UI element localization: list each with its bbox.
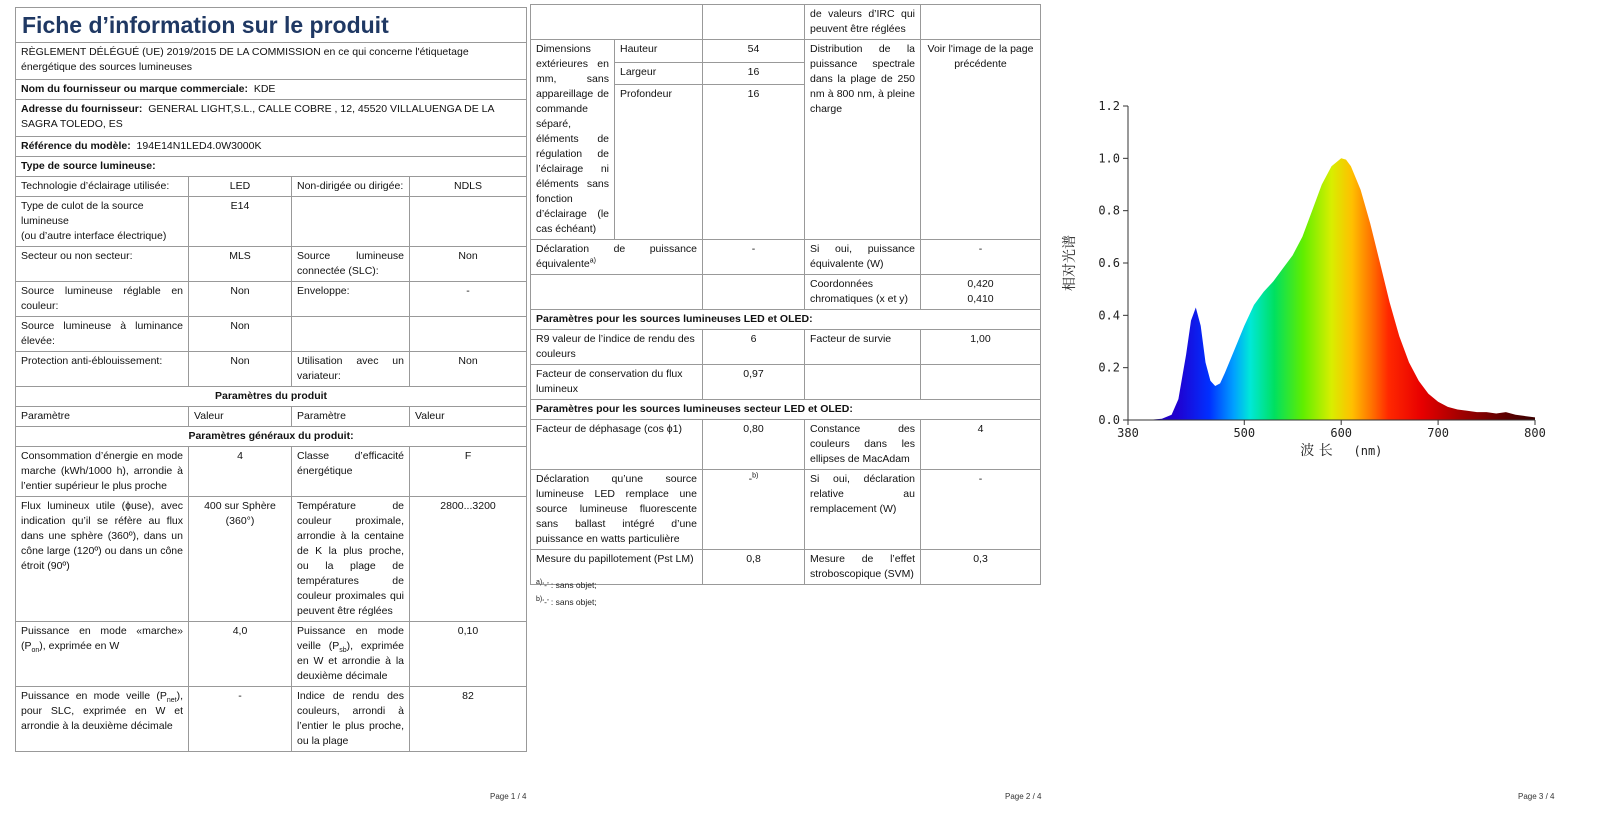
on-power-sub: on — [31, 647, 40, 655]
on-power-value: 4,0 — [189, 622, 292, 687]
replace-value-text: - — [748, 473, 753, 485]
empty-cell — [410, 317, 527, 352]
equiv-label — [531, 240, 703, 275]
led-oled-header: Paramètres pour les sources lumineuses LED et OLED: — [531, 310, 1041, 330]
supplier-address-row — [16, 100, 527, 137]
standby-sub: sb — [339, 647, 347, 655]
empty-cell — [921, 365, 1041, 400]
directional-label: Non-dirigée ou dirigée: — [292, 177, 410, 197]
on-power-label-b: ), exprimée en W — [39, 640, 120, 652]
efficiency-value: F — [410, 447, 527, 497]
x-tick-label: 600 — [1330, 426, 1353, 440]
dimmable-value: Non — [410, 352, 527, 387]
mains-label: Secteur ou non secteur: — [16, 247, 189, 282]
footnote-a — [536, 577, 597, 594]
equiv-value: - — [703, 240, 805, 275]
footnote-a-mark: a) — [536, 579, 543, 587]
netstandby-label-a: Puissance en mode veille (P — [21, 690, 167, 702]
depth-value: 16 — [703, 85, 805, 240]
y-tick-label: 0.2 — [1098, 360, 1120, 375]
y-axis-label: 相对光谱 — [1062, 235, 1078, 291]
netstandby-value: - — [189, 687, 292, 752]
energy-value: 4 — [189, 447, 292, 497]
energy-label: Consommation d’énergie en mode marche (kWh/1000 h), arrondie à l’entier supérieur le plus proche — [16, 447, 189, 497]
light-source-type-header: Type de source lumineuse: — [16, 157, 527, 177]
supplier-address-label: Adresse du fournisseur: — [21, 103, 143, 115]
product-params-header: Paramètres du produit — [16, 387, 527, 407]
footnotes — [530, 577, 597, 611]
empty-cell — [805, 365, 921, 400]
width-value: 16 — [703, 62, 805, 85]
x-axis-label: 波 长 — [1300, 443, 1333, 459]
y-tick-label: 0.0 — [1098, 413, 1120, 427]
x-tick-label: 500 — [1233, 426, 1256, 440]
product-info-table-continued — [530, 4, 1041, 585]
spectral-distribution-chart — [1040, 90, 1560, 490]
spectrum-area — [1128, 158, 1535, 420]
supplier-address-value: GENERAL LIGHT,S.L., CALLE COBRE , 12, 45520 VILLALUENGA DE LA SAGRA TOLEDO, ES — [21, 103, 494, 130]
antiglare-value: Non — [189, 352, 292, 387]
lumen-maint-value: 0,97 — [703, 365, 805, 400]
netstandby-label — [16, 687, 189, 752]
empty-cell — [703, 5, 805, 40]
cri-label-cont: de valeurs d’IRC qui peuvent être réglées — [805, 5, 921, 40]
col-param-header: Paramètre — [292, 407, 410, 427]
tech-label: Technologie d’éclairage utilisée: — [16, 177, 189, 197]
empty-cell — [531, 275, 703, 310]
col-value-header: Valeur — [410, 407, 527, 427]
dims-label: Dimensions extérieures en mm, sans appareillage de commande séparé, éléments de régulation de l’éclairage ni éléments sans fonction d’éclairage (le cas échéant) — [531, 40, 615, 240]
footnote-b-text: ‘-’ : sans objet; — [542, 597, 597, 607]
survival-value: 1,00 — [921, 330, 1041, 365]
footnote-b — [536, 594, 597, 611]
page-1 — [0, 0, 543, 817]
page-number: Page 3 / 4 — [1518, 792, 1555, 801]
connected-value: Non — [410, 247, 527, 282]
model-ref-value: 194E14N1LED4.0W3000K — [136, 140, 262, 152]
cri-value: 82 — [410, 687, 527, 752]
strobo-label: Mesure de l’effet stroboscopique (SVM) — [805, 550, 921, 585]
supplier-name-label: Nom du fournisseur ou marque commerciale: — [21, 83, 248, 95]
standby-value: 0,10 — [410, 622, 527, 687]
y-tick-label: 1.2 — [1098, 99, 1120, 113]
model-ref-label: Référence du modèle: — [21, 140, 131, 152]
col-value-header: Valeur — [189, 407, 292, 427]
regulation-text: RÈGLEMENT DÉLÉGUÉ (UE) 2019/2015 DE LA COMMISSION en ce qui concerne l'étiquetage énergétique des sources lumineuses — [16, 43, 527, 80]
envelope-value: - — [410, 282, 527, 317]
model-ref-row — [16, 137, 527, 157]
dimmable-label: Utilisation avec un variateur: — [292, 352, 410, 387]
general-params-header: Paramètres généraux du produit: — [16, 427, 527, 447]
y-tick-label: 1.0 — [1098, 151, 1120, 166]
flicker-label: Mesure du papillotement (Pst LM) — [531, 550, 703, 585]
supplier-name-value: KDE — [253, 83, 276, 95]
document-title: Fiche d’information sur le produit — [16, 8, 527, 43]
directional-value: NDLS — [410, 177, 527, 197]
high-luminance-label: Source lumineuse à luminance élevée: — [16, 317, 189, 352]
spectral-value: Voir l'image de la page précédente — [921, 40, 1041, 240]
equiv-yes-value: - — [921, 240, 1041, 275]
high-luminance-value: Non — [189, 317, 292, 352]
mains-value: MLS — [189, 247, 292, 282]
macadam-value: 4 — [921, 420, 1041, 470]
macadam-label: Constance des couleurs dans les ellipses de MacAdam — [805, 420, 921, 470]
height-label: Hauteur — [615, 40, 703, 63]
netstandby-label-b: ), pour SLC, exprimée en W et arrondie à la deuxième décimale — [21, 690, 183, 732]
chroma-value — [921, 275, 1041, 310]
replace-sup: b) — [752, 472, 759, 480]
phase-label: Facteur de déphasage (cos ϕ1) — [531, 420, 703, 470]
x-axis-unit: (nm) — [1353, 444, 1383, 458]
cap-label-1: Type de culot de la source lumineuse — [21, 200, 144, 227]
survival-label: Facteur de survie — [805, 330, 921, 365]
empty-cell — [703, 275, 805, 310]
equiv-label-text: Déclaration de puissance équivalente — [536, 243, 697, 270]
depth-label: Profondeur — [615, 85, 703, 240]
footnote-b-mark: b) — [536, 596, 543, 604]
on-power-label — [16, 622, 189, 687]
efficiency-label: Classe d’efficacité énergétique — [292, 447, 410, 497]
chroma-x: 0,420 — [967, 278, 994, 290]
lumen-maint-label: Facteur de conservation du flux lumineux — [531, 365, 703, 400]
height-value: 54 — [703, 40, 805, 63]
cct-value: 2800...3200 — [410, 497, 527, 622]
y-tick-label: 0.4 — [1098, 308, 1120, 323]
chroma-y: 0,410 — [967, 293, 994, 305]
cri-label: Indice de rendu des couleurs, arrondi à l’entier le plus proche, ou la plage — [292, 687, 410, 752]
page-3 — [1062, 0, 1600, 817]
x-tick-label: 380 — [1117, 426, 1139, 440]
chroma-label: Coordonnées chromatiques (x et y) — [805, 275, 921, 310]
cap-label-2: (ou d’autre interface électrique) — [21, 230, 167, 242]
flux-label: Flux lumineux utile (ɸuse), avec indication qu’il se réfère au flux dans une sphère (360º), dans un cône large (120º) ou dans un cône étroit (90º) — [16, 497, 189, 622]
tech-value: LED — [189, 177, 292, 197]
r9-value: 6 — [703, 330, 805, 365]
footnote-a-text: ‘-’ : sans objet; — [542, 580, 597, 590]
colour-tunable-value: Non — [189, 282, 292, 317]
empty-cell — [292, 197, 410, 247]
page-number: Page 2 / 4 — [1005, 792, 1042, 801]
replace-yes-value: - — [921, 470, 1041, 550]
page-number: Page 1 / 4 — [490, 792, 527, 801]
standby-label-b: ), exprimée en W et arrondie à la deuxième décimale — [297, 640, 404, 682]
empty-cell — [921, 5, 1041, 40]
replace-value — [703, 470, 805, 550]
product-info-table — [15, 7, 527, 752]
empty-cell — [292, 317, 410, 352]
netstandby-sub: net — [166, 697, 177, 705]
on-power-label-a: Puissance en mode «marche» (P — [21, 625, 183, 652]
spectral-label: Distribution de la puissance spectrale dans la plage de 250 nm à 800 nm, à pleine charge — [805, 40, 921, 240]
cap-label — [16, 197, 189, 247]
cct-label: Température de couleur proximale, arrondie à la centaine de K la plus proche, ou la plage de températures de couleur proximales qui peuvent être réglées — [292, 497, 410, 622]
connected-label: Source lumineuse connectée (SLC): — [292, 247, 410, 282]
empty-cell — [531, 5, 703, 40]
cap-value: E14 — [189, 197, 292, 247]
empty-cell — [410, 197, 527, 247]
phase-value: 0,80 — [703, 420, 805, 470]
antiglare-label: Protection anti-éblouissement: — [16, 352, 189, 387]
flicker-value: 0,8 — [703, 550, 805, 585]
standby-label-a: Puissance en mode veille (P — [297, 625, 404, 652]
x-tick-label: 800 — [1524, 426, 1546, 440]
colour-tunable-label: Source lumineuse réglable en couleur: — [16, 282, 189, 317]
standby-label — [292, 622, 410, 687]
width-label: Largeur — [615, 62, 703, 85]
y-tick-label: 0.8 — [1098, 203, 1120, 218]
equiv-sup: a) — [589, 257, 596, 265]
y-tick-label: 0.6 — [1098, 256, 1120, 270]
flux-value: 400 sur Sphère (360°) — [189, 497, 292, 622]
r9-label: R9 valeur de l’indice de rendu des couleurs — [531, 330, 703, 365]
replace-label: Déclaration qu’une source lumineuse LED remplace une source lumineuse fluorescente sans ballast intégré d’une puissance en watts particulière — [531, 470, 703, 550]
x-tick-label: 700 — [1427, 426, 1449, 440]
col-param-header: Paramètre — [16, 407, 189, 427]
replace-yes-label: Si oui, déclaration relative au remplacement (W) — [805, 470, 921, 550]
equiv-yes-label: Si oui, puissance équivalente (W) — [805, 240, 921, 275]
strobo-value: 0,3 — [921, 550, 1041, 585]
page-2 — [536, 0, 1070, 817]
supplier-name-row — [16, 80, 527, 100]
mains-led-header: Paramètres pour les sources lumineuses secteur LED et OLED: — [531, 400, 1041, 420]
envelope-label: Enveloppe: — [292, 282, 410, 317]
